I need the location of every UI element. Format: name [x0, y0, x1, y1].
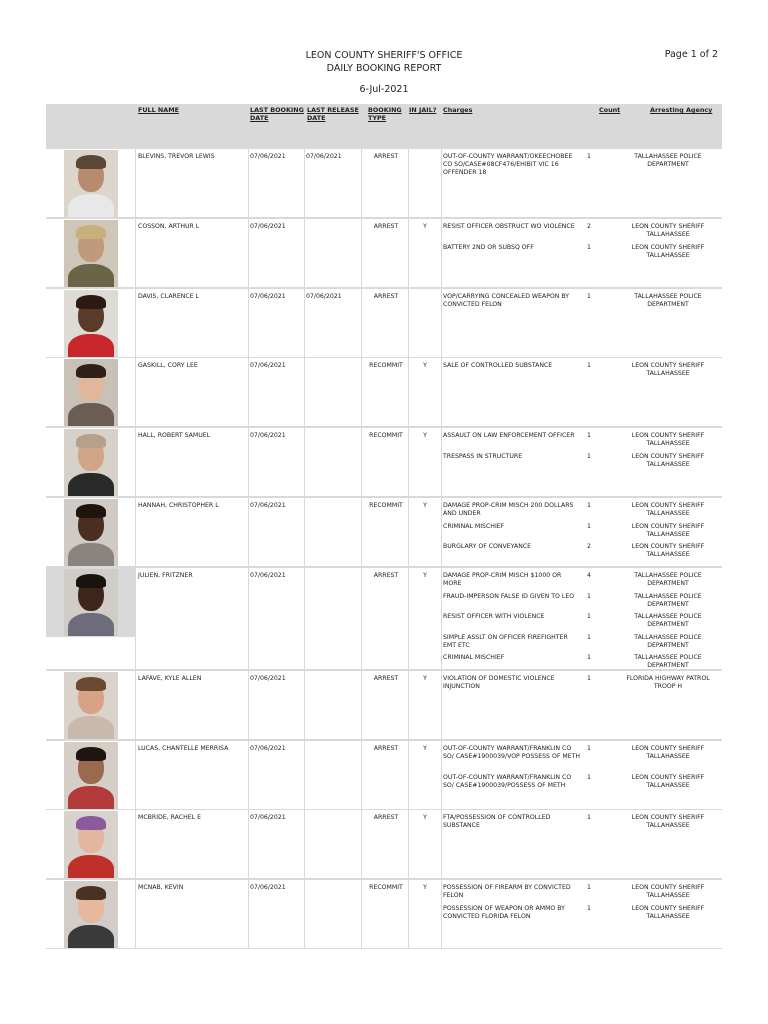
- mugshot-photo: [64, 220, 118, 287]
- col-arresting-agency: Arresting Agency: [650, 106, 713, 114]
- photo-cell: [46, 428, 135, 496]
- table-cell: [305, 498, 361, 566]
- in-jail: Y: [423, 362, 427, 369]
- report-date: 6-Jul-2021: [359, 84, 409, 95]
- charge-text: TRESPASS IN STRUCTURE: [443, 452, 523, 460]
- table-cell: [136, 568, 248, 669]
- charge-text: DAMAGE PROP-CRIM MISCH 200 DOLLARS AND UNDER: [443, 502, 574, 517]
- charge-count: 1: [587, 592, 591, 600]
- booking-date: 07/06/2021: [250, 814, 286, 821]
- full-name: GASKILL, CORY LEE: [138, 362, 198, 369]
- mugshot-photo: [64, 672, 118, 739]
- arresting-agency: FLORIDA HIGHWAY PATROL TROOP H: [626, 675, 710, 690]
- table-cell: [249, 568, 304, 669]
- arresting-agency: LEON COUNTY SHERIFF TALLAHASSEE: [631, 884, 705, 899]
- table-cell: [305, 810, 361, 878]
- charge-count: 1: [587, 522, 591, 530]
- photo-cell: [46, 498, 135, 566]
- booking-table: [46, 104, 722, 949]
- table-cell: [409, 568, 441, 669]
- arresting-agency: LEON COUNTY SHERIFF TALLAHASSEE: [631, 432, 705, 447]
- booking-type: ARREST: [373, 572, 399, 579]
- charge-text: RESIST OFFICER WITH VIOLENCE: [443, 613, 545, 620]
- charge-text: CRIMINAL MISCHIEF: [443, 522, 505, 530]
- in-jail: Y: [423, 432, 427, 439]
- booking-date: 07/06/2021: [250, 745, 286, 752]
- arresting-agency: LEON COUNTY SHERIFF TALLAHASSEE: [631, 243, 705, 259]
- photo-cell: [46, 149, 135, 217]
- mugshot-photo: [64, 881, 118, 948]
- booking-date: 07/06/2021: [250, 884, 286, 891]
- arresting-agency: TALLAHASSEE POLICE DEPARTMENT: [634, 293, 702, 308]
- table-row: [136, 498, 722, 566]
- booking-type: ARREST: [373, 153, 399, 160]
- arresting-agency: LEON COUNTY SHERIFF TALLAHASSEE: [631, 362, 705, 377]
- mugshot-photo: [64, 499, 118, 566]
- table-cell: [305, 671, 361, 739]
- charge-text: RESIST OFFICER OBSTRUCT WO VIOLENCE: [443, 223, 575, 230]
- report-title: DAILY BOOKING REPORT: [326, 63, 442, 74]
- col-full-name: FULL NAME: [138, 106, 179, 114]
- full-name: LUCAS, CHANTELLE MERRISA: [138, 745, 229, 752]
- booking-type: ARREST: [373, 223, 399, 230]
- table-row: [136, 671, 722, 739]
- photo-cell: [46, 880, 135, 948]
- booking-type: ARREST: [373, 675, 399, 682]
- arresting-agency: TALLAHASSEE POLICE DEPARTMENT: [634, 613, 702, 628]
- booking-type: RECOMMIT: [369, 362, 403, 369]
- table-cell: [305, 568, 361, 669]
- table-cell: [362, 568, 408, 669]
- charge-text: OUT-OF-COUNTY WARRANT/FRANKLIN CO SO/ CASE#1900039/VOP POSSESS OF METH: [443, 745, 581, 760]
- col-count: Count: [599, 106, 621, 114]
- in-jail: Y: [423, 675, 427, 682]
- full-name: JULIEN, FRITZNER: [138, 572, 193, 579]
- table-row: [136, 880, 722, 948]
- booking-date: 07/06/2021: [250, 432, 286, 439]
- in-jail: Y: [423, 884, 427, 891]
- booking-type: RECOMMIT: [369, 502, 403, 509]
- charge-count: 1: [587, 904, 591, 912]
- charge-count: 1: [587, 293, 591, 300]
- charge-count: 1: [587, 884, 591, 891]
- col-in-jail: IN JAIL?: [409, 106, 437, 114]
- charge-text: BURGLARY OF CONVEYANCE: [443, 543, 532, 550]
- charge-count: 1: [587, 452, 591, 460]
- full-name: DAVIS, CLARENCE L: [138, 293, 200, 300]
- full-name: MCNAB, KEVIN: [138, 884, 184, 891]
- table-row: [136, 289, 722, 357]
- mugshot-photo: [64, 150, 118, 217]
- booking-type: ARREST: [373, 814, 399, 821]
- charge-text: OUT-OF-COUNTY WARRANT/OKEECHOBEE CO SO/CASE#08CF476/EHIBIT VIC 16 OFFENDER 18: [443, 153, 573, 176]
- arresting-agency: TALLAHASSEE POLICE DEPARTMENT: [634, 572, 702, 587]
- arresting-agency: LEON COUNTY SHERIFF TALLAHASSEE: [631, 745, 705, 760]
- charge-text: SIMPLE ASSLT ON OFFICER FIREFIGHTER EMT ETC: [443, 633, 568, 649]
- mugshot-photo: [64, 429, 118, 496]
- booking-date: 07/06/2021: [250, 153, 286, 160]
- booking-type: ARREST: [373, 293, 399, 300]
- page-number: Page 1 of 2: [664, 49, 718, 60]
- booking-date: 07/06/2021: [250, 502, 286, 509]
- col-last-release-date: LAST RELEASE DATE: [307, 106, 359, 122]
- full-name: BLEVINS, TREVOR LEWIS: [138, 153, 215, 160]
- in-jail: Y: [423, 572, 427, 579]
- arresting-agency: TALLAHASSEE POLICE DEPARTMENT: [634, 592, 702, 608]
- arresting-agency: LEON COUNTY SHERIFF TALLAHASSEE: [631, 452, 705, 468]
- charge-text: CRIMINAL MISCHIEF: [443, 654, 505, 661]
- photo-cell: [46, 568, 135, 669]
- release-date: 07/06/2021: [306, 153, 342, 160]
- charge-count: 1: [587, 613, 591, 620]
- in-jail: Y: [423, 745, 427, 752]
- photo-cell: [46, 671, 135, 739]
- charge-count: 1: [587, 153, 591, 160]
- office-title: LEON COUNTY SHERIFF'S OFFICE: [305, 50, 463, 61]
- table-row: [136, 219, 722, 287]
- table-cell: [305, 219, 361, 287]
- full-name: LAFAVE, KYLE ALLEN: [138, 675, 202, 682]
- charge-count: 1: [587, 773, 591, 781]
- charge-count: 1: [587, 502, 591, 509]
- booking-date: 07/06/2021: [250, 362, 286, 369]
- charge-count: 2: [587, 223, 591, 230]
- booking-date: 07/06/2021: [250, 572, 286, 579]
- charge-text: BATTERY 2ND OR SUBSQ OFF: [443, 243, 534, 251]
- arresting-agency: LEON COUNTY SHERIFF TALLAHASSEE: [631, 543, 705, 558]
- table-cell: [305, 428, 361, 496]
- col-booking-type: BOOKING TYPE: [368, 106, 402, 122]
- arresting-agency: TALLAHASSEE POLICE DEPARTMENT: [634, 153, 702, 168]
- mugshot-photo: [64, 811, 118, 878]
- table-cell: [305, 358, 361, 426]
- photo-cell: [46, 358, 135, 426]
- table-cell: [305, 880, 361, 948]
- arresting-agency: LEON COUNTY SHERIFF TALLAHASSEE: [631, 904, 705, 920]
- charge-text: POSSESSION OF FIREARM BY CONVICTED FELON: [443, 884, 571, 899]
- arresting-agency: LEON COUNTY SHERIFF TALLAHASSEE: [631, 502, 705, 517]
- charge-text: FRAUD-IMPERSON FALSE ID GIVEN TO LEO: [443, 592, 575, 600]
- in-jail: Y: [423, 223, 427, 230]
- col-charges: Charges: [443, 106, 473, 114]
- charge-count: 1: [587, 243, 591, 251]
- booking-date: 07/06/2021: [250, 223, 286, 230]
- arresting-agency: LEON COUNTY SHERIFF TALLAHASSEE: [631, 773, 705, 789]
- charge-text: ASSAULT ON LAW ENFORCEMENT OFFICER: [443, 432, 575, 439]
- table-row: [136, 428, 722, 496]
- arresting-agency: TALLAHASSEE POLICE DEPARTMENT: [634, 633, 702, 649]
- arresting-agency: LEON COUNTY SHERIFF TALLAHASSEE: [631, 522, 705, 538]
- booking-date: 07/06/2021: [250, 675, 286, 682]
- report-header: [0, 49, 768, 96]
- table-row: [136, 358, 722, 426]
- arresting-agency: LEON COUNTY SHERIFF TALLAHASSEE: [631, 223, 705, 238]
- charge-count: 1: [587, 362, 591, 369]
- photo-cell: [46, 741, 135, 809]
- charge-text: FTA/POSSESSION OF CONTROLLED SUBSTANCE: [443, 814, 551, 829]
- charge-count: 2: [587, 543, 591, 550]
- full-name: COSSON, ARTHUR L: [138, 223, 200, 230]
- charge-text: VOP/CARRYING CONCEALED WEAPON BY CONVICTED FELON: [443, 293, 570, 308]
- in-jail: Y: [423, 502, 427, 509]
- charge-text: POSSESSION OF WEAPON OR AMMO BY CONVICTED FLORIDA FELON: [443, 904, 565, 920]
- booking-type: RECOMMIT: [369, 432, 403, 439]
- table-row: [136, 810, 722, 878]
- table-row: [136, 568, 722, 669]
- charge-count: 1: [587, 814, 591, 821]
- full-name: HALL, ROBERT SAMUEL: [138, 432, 211, 439]
- full-name: MCBRIDE, RACHEL E: [138, 814, 202, 821]
- mugshot-photo: [64, 569, 118, 636]
- release-date: 07/06/2021: [306, 293, 342, 300]
- mugshot-photo: [64, 359, 118, 426]
- photo-cell: [46, 219, 135, 287]
- mugshot-photo: [64, 290, 118, 357]
- booking-date: 07/06/2021: [250, 293, 286, 300]
- charge-count: 1: [587, 654, 591, 661]
- table-row: [136, 741, 722, 809]
- photo-cell: [46, 810, 135, 878]
- col-last-booking-date: LAST BOOKING DATE: [250, 106, 304, 122]
- table-cell: [409, 149, 441, 217]
- table-cell: [409, 289, 441, 357]
- charge-count: 1: [587, 633, 591, 641]
- in-jail: Y: [423, 814, 427, 821]
- arresting-agency: LEON COUNTY SHERIFF TALLAHASSEE: [631, 814, 705, 829]
- charge-text: OUT-OF-COUNTY WARRANT/FRANKLIN CO SO/ CASE#1900039/POSSESS OF METH: [443, 773, 572, 789]
- table-cell: [305, 741, 361, 809]
- charge-count: 1: [587, 432, 591, 439]
- charge-count: 1: [587, 745, 591, 752]
- charge-count: 4: [587, 572, 591, 579]
- mugshot-photo: [64, 742, 118, 809]
- booking-type: ARREST: [373, 745, 399, 752]
- full-name: HANNAH, CHRISTOPHER L: [138, 502, 219, 509]
- charge-count: 1: [587, 675, 591, 682]
- arresting-agency: TALLAHASSEE POLICE DEPARTMENT: [634, 654, 702, 669]
- photo-cell: [46, 289, 135, 357]
- table-row: [136, 149, 722, 217]
- charge-text: VIOLATION OF DOMESTIC VIOLENCE INJUNCTION: [443, 675, 555, 690]
- charge-text: DAMAGE PROP-CRIM MISCH $1000 OR MORE: [443, 572, 562, 587]
- booking-type: RECOMMIT: [369, 884, 403, 891]
- charge-text: SALE OF CONTROLLED SUBSTANCE: [443, 362, 553, 369]
